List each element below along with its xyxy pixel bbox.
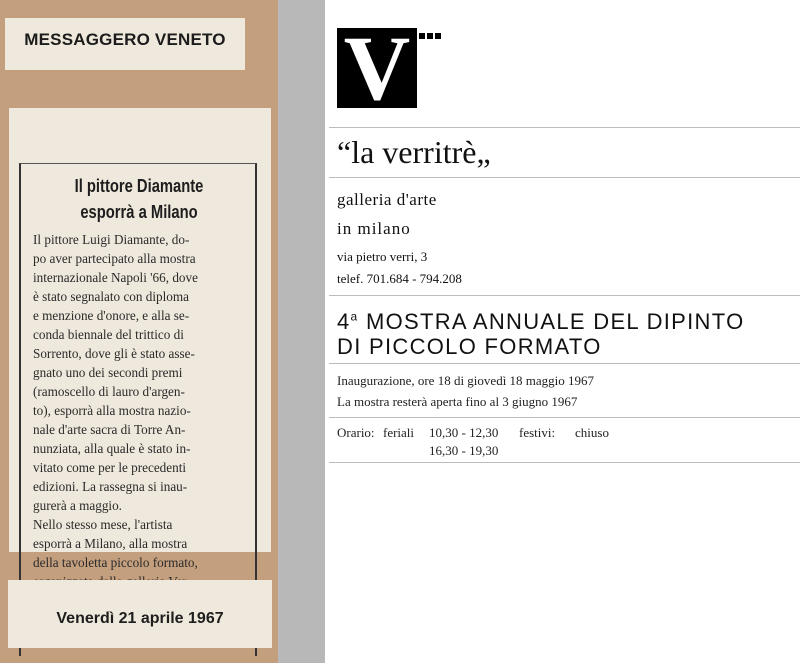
- article-line: to), esporrà alla mostra nazio-: [33, 403, 191, 418]
- title-number: 4: [337, 309, 351, 334]
- article-headline: Il pittore Diamante: [74, 176, 204, 196]
- logo-dot: [435, 33, 441, 39]
- article-line: nale d'arte sacra di Torre An-: [33, 422, 186, 437]
- article-line: (ramoscello di lauro d'argen-: [33, 384, 185, 399]
- closing-info: La mostra resterà aperta fino al 3 giugno 1967: [337, 394, 578, 409]
- scrapbook-panel: [0, 0, 278, 663]
- weekday-label: feriali: [383, 425, 415, 440]
- hours-label: Orario:: [337, 425, 375, 440]
- gallery-city: in milano: [337, 219, 411, 238]
- invitation-card: [325, 0, 800, 490]
- date-clipping: [8, 580, 272, 648]
- gallery-name: “la verritrè„: [337, 134, 491, 170]
- page-separator: [278, 0, 325, 663]
- article-line: gnato uno dei secondi premi: [33, 365, 183, 380]
- article-clipping: [9, 108, 271, 570]
- logo-dot: [419, 33, 425, 39]
- article-line: edizioni. La rassegna si inau-: [33, 479, 188, 494]
- divider: [329, 127, 800, 128]
- gallery-subtitle: galleria d'arte: [337, 190, 437, 209]
- exhibition-title: [337, 309, 745, 335]
- article-line: vitato come per le precedenti: [33, 460, 187, 475]
- gallery-address: via pietro verri, 3: [337, 249, 428, 264]
- article-line: e menzione d'onore, e alla se-: [33, 308, 190, 323]
- article-line: Nello stesso mese, l'artista: [33, 517, 173, 532]
- title-superscript: a: [350, 309, 359, 324]
- article-headline: esporrà a Milano: [80, 202, 198, 222]
- divider: [329, 462, 800, 463]
- logo-letter: V: [343, 17, 411, 119]
- masthead-clipping: [5, 18, 245, 70]
- holiday-label: festivi:: [519, 425, 556, 440]
- article-line: Il pittore Luigi Diamante, do-: [33, 232, 190, 247]
- article-line: po aver partecipato alla mostra: [33, 251, 196, 266]
- weekday-hours: 10,30 - 12,30: [429, 425, 499, 440]
- exhibition-title: DI PICCOLO FORMATO: [337, 334, 602, 359]
- article-line: esporrà a Milano, alla mostra: [33, 536, 188, 551]
- article-line: Sorrento, dove gli è stato asse-: [33, 346, 195, 361]
- article-line: della tavoletta piccolo formato,: [33, 555, 198, 570]
- publication-date: Venerdì 21 aprile 1967: [56, 610, 224, 627]
- article-line: è stato segnalato con diploma: [33, 289, 190, 304]
- newspaper-masthead: MESSAGGERO VENETO: [24, 30, 226, 49]
- divider: [329, 177, 800, 178]
- article-line: gurerà a maggio.: [33, 498, 122, 513]
- divider: [329, 295, 800, 296]
- opening-info: Inaugurazione, ore 18 di giovedì 18 maggio 1967: [337, 373, 595, 388]
- holiday-status: chiuso: [575, 425, 609, 440]
- divider: [329, 417, 800, 418]
- title-text: MOSTRA ANNUALE DEL DIPINTO: [358, 309, 745, 334]
- weekday-hours: 16,30 - 19,30: [429, 443, 499, 458]
- logo-dot: [427, 33, 433, 39]
- article-line: conda biennale del trittico di: [33, 327, 184, 342]
- article-line: nunziata, alla quale è stato in-: [33, 441, 191, 456]
- article-line: internazionale Napoli '66, dove: [33, 270, 198, 285]
- gallery-logo: [337, 17, 417, 119]
- gallery-phone: telef. 701.684 - 794.208: [337, 271, 462, 286]
- divider: [329, 363, 800, 364]
